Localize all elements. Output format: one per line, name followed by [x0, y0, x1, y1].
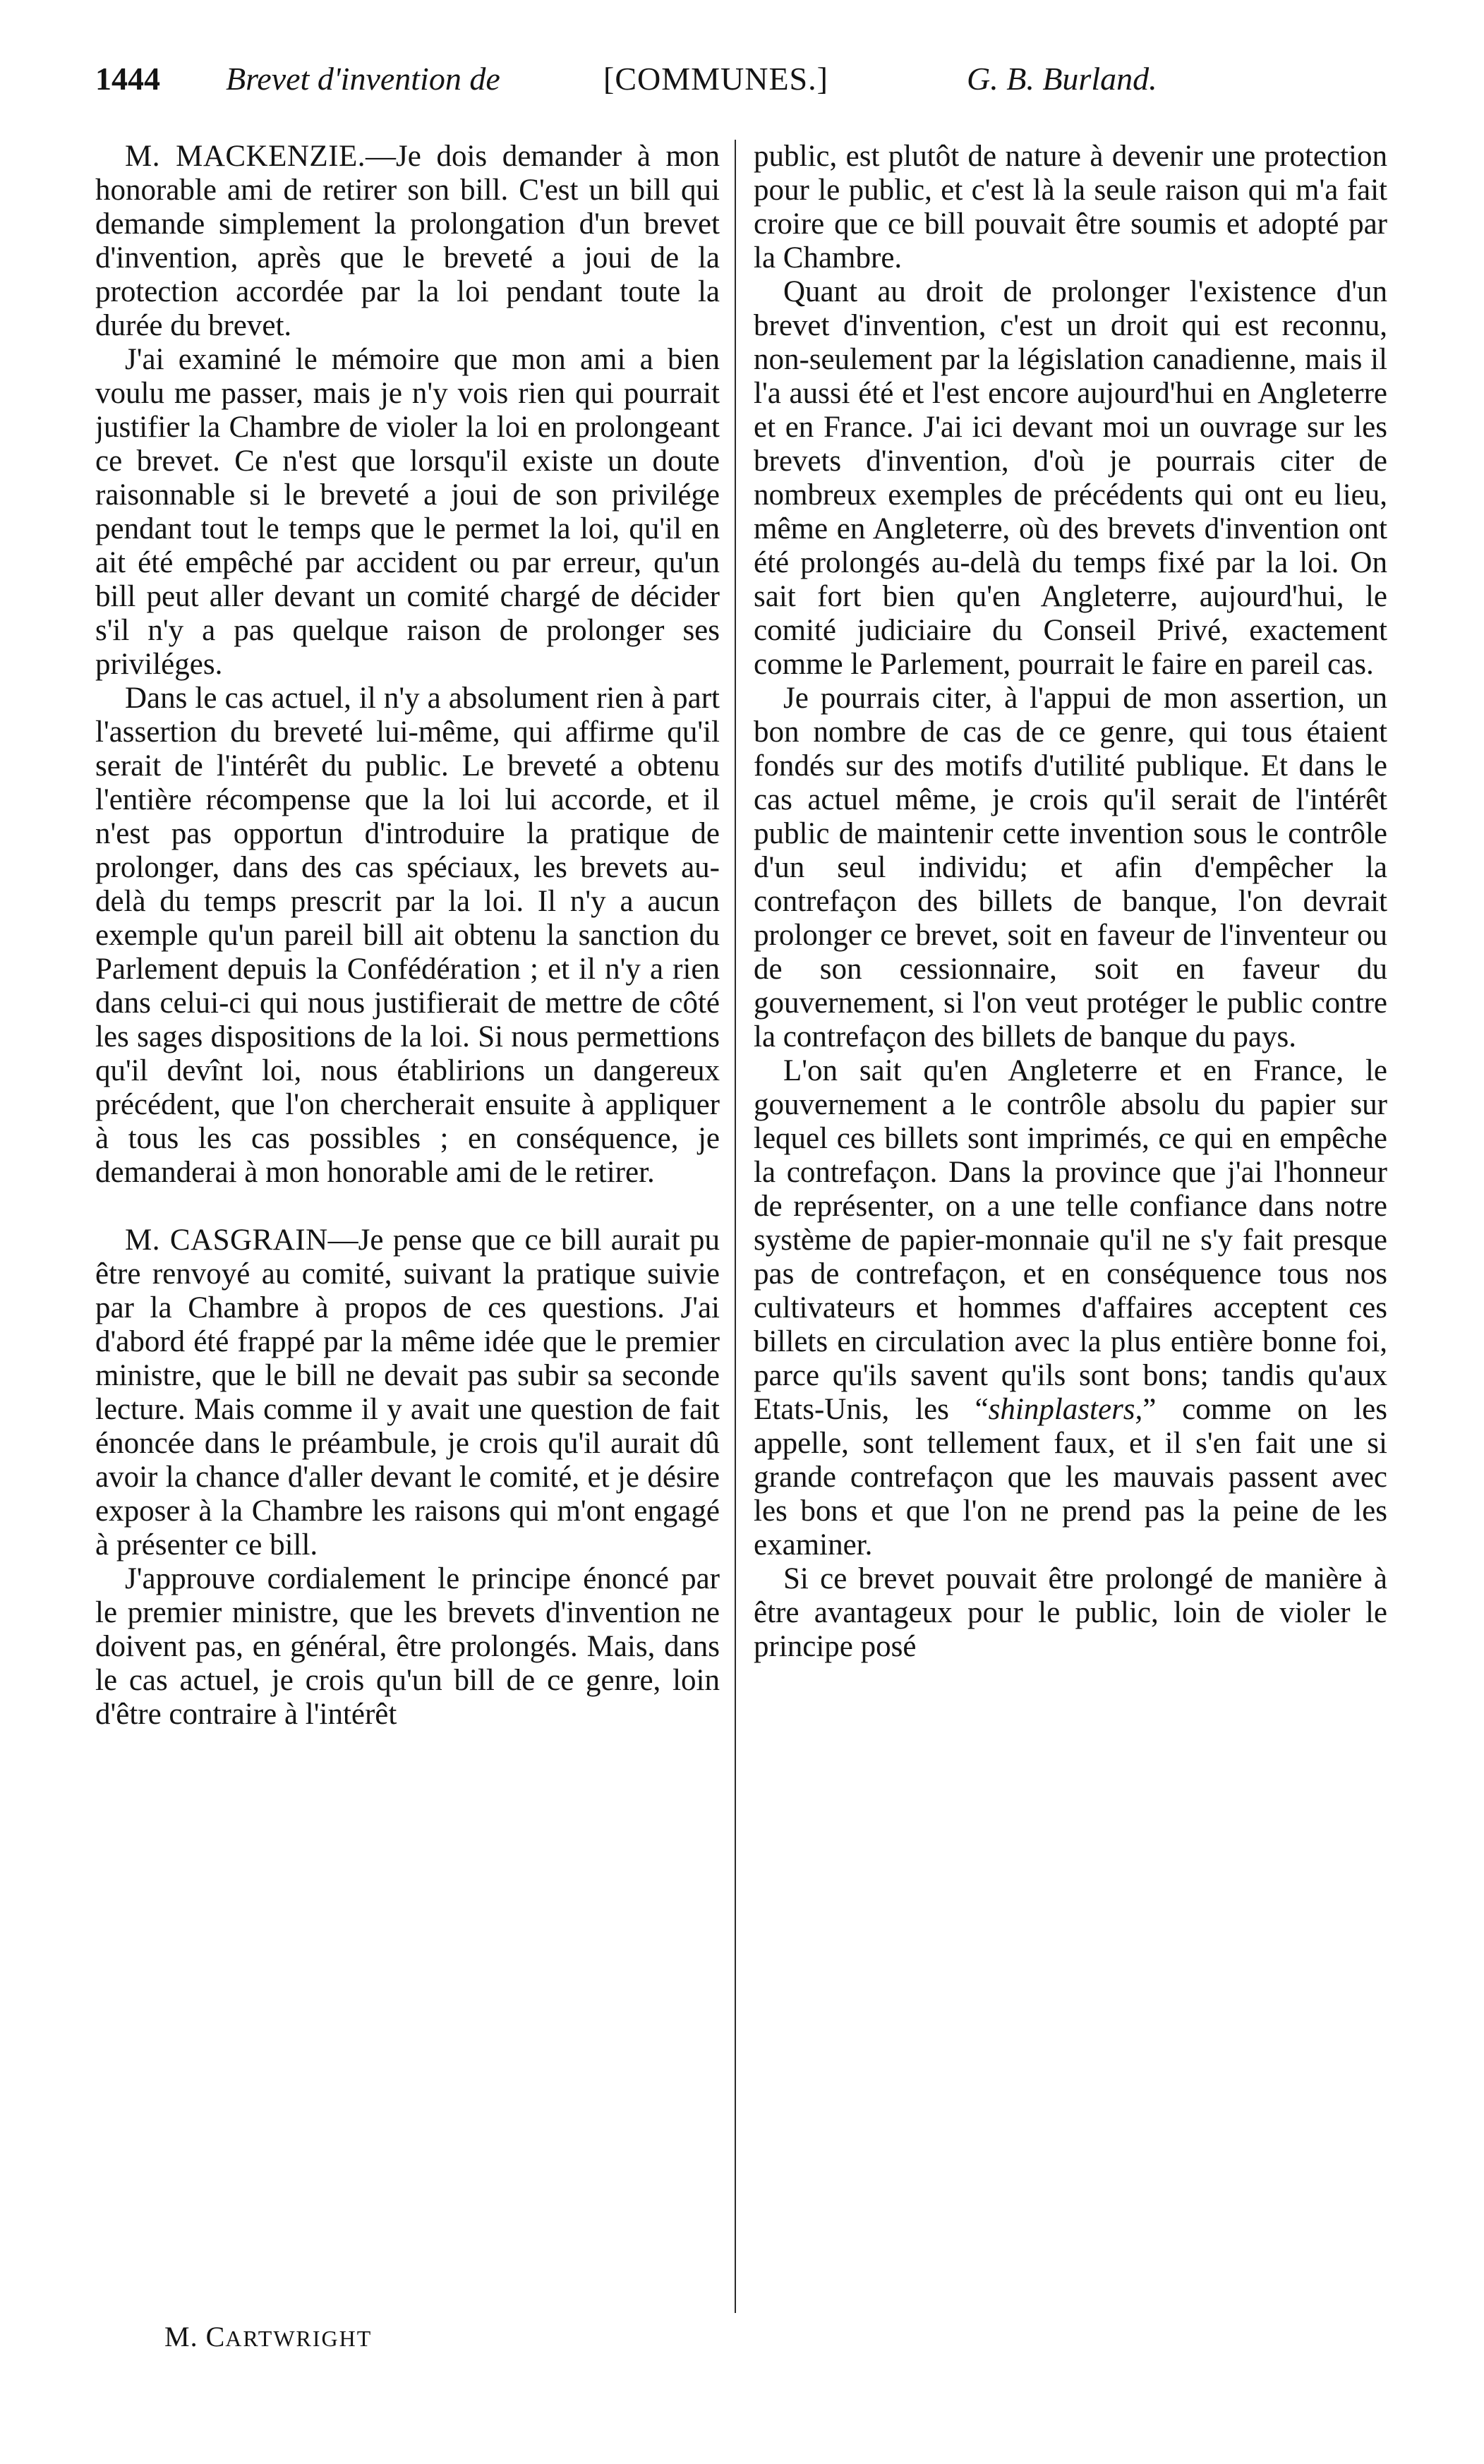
paragraph: J'approuve cordialement le principe énoncé par le premier ministre, que les brevets d'invention ne doivent pas, en général, être prolongés. Mais, dans le cas actuel, je crois qu'un bill de ce genre, loin d'être contraire à l'intérêt: [95, 1562, 720, 1731]
italic-term: shinplasters,: [988, 1393, 1143, 1426]
paragraph: public, est plutôt de nature à devenir une protection pour le public, et c'est là la seule raison qui m'a fait croire que ce bill pouvait être soumis et adopté par la Chambre.: [754, 140, 1387, 274]
paragraph: Je pourrais citer, à l'appui de mon assertion, un bon nombre de cas de ce genre, qui tous étaient fondés sur des motifs d'utilité publique. Et dans le cas actuel même, je crois qu'il serait de l'intérêt public de maintenir cette invention sous le contrôle d'un seul individu; et afin d'empêcher la contrefaçon des billets de banque, l'on devrait prolonger ce brevet, soit en faveur de l'inventeur ou de son cessionnaire, soit en faveur du gouvernement, si l'on veut protéger le public contre la contrefaçon des billets de banque du pays.: [754, 682, 1387, 1053]
header-author: G. B. Burland.: [967, 61, 1157, 97]
paragraph: [95, 1224, 720, 1562]
page-number: 1444: [95, 61, 160, 97]
header-section: [COMMUNES.]: [603, 61, 828, 97]
paragraph: [754, 1054, 1387, 1562]
paragraph: J'ai examiné le mémoire que mon ami a bien voulu me passer, mais je n'y vois rien qui pourrait justifier la Chambre de violer la loi en prolongeant ce brevet. Ce n'est que lorsqu'il existe un doute raisonnable si le breveté a joui de son privilége pendant tout le temps que le permet la loi, qu'il en ait été empêché par accident ou par erreur, qu'un bill peut aller devant un comité chargé de décider s'il n'y a pas quelque raison de prolonger ses priviléges.: [95, 343, 720, 681]
speaker-name: M. MACKENZIE.: [125, 140, 366, 173]
speaker-name: M. CASGRAIN: [125, 1224, 328, 1257]
paragraph-text: —Je dois demander à mon honorable ami de retirer son bill. C'est un bill qui demande simplement la prolongation d'un brevet d'invention, après que le breveté a joui de la protection accordée par la loi pendant toute la durée du brevet.: [95, 140, 720, 342]
header-title: Brevet d'invention de: [226, 61, 500, 97]
paragraph: Dans le cas actuel, il n'y a absolument rien à part l'assertion du breveté lui-même, qui affirme qu'il serait de l'intérêt du public. Le breveté a obtenu l'entière récompense que la loi lui accorde, et il n'est pas opportun d'introduire la pratique de prolonger, dans des cas spéciaux, les brevets au-delà du temps prescrit par la loi. Il n'y a aucun exemple qu'un pareil bill ait obtenu la sanction du Parlement depuis la Confédération ; et il n'y a rien dans celui-ci qui nous justifierait de mettre de côté les sages dispositions de la loi. Si nous permettions qu'il devînt loi, nous établirions un dangereux précédent, que l'on chercherait ensuite à appliquer à tous les cas possibles ; en conséquence, je demanderai à mon honorable ami de le retirer.: [95, 682, 720, 1189]
column-divider: [735, 140, 736, 2313]
paragraph-text: —Je pense que ce bill aurait pu être renvoyé au comité, suivant la pratique suivie par la Chambre à propos de ces questions. J'ai d'abord été frappé par la même idée que le premier ministre, que le bill ne devait pas subir sa seconde lecture. Mais comme il y avait une question de fait énoncée dans le préambule, je crois qu'il aurait dû avoir la chance d'aller devant le comité, et je désire exposer à la Chambre les raisons qui m'ont engagé à présenter ce bill.: [95, 1224, 720, 1562]
paragraph: Quant au droit de prolonger l'existence d'un brevet d'invention, c'est un droit qui est reconnu, non-seulement par la législation canadienne, mais il l'a aussi été et l'est encore aujourd'hui en Angleterre et en France. J'ai ici devant moi un ouvrage sur les brevets d'invention, d'où je pourrais citer de nombreux exemples de précédents qui ont eu lieu, même en Angleterre, où des brevets d'invention ont été prolongés au-delà du temps fixé par la loi. On sait fort bien qu'en Angleterre, aujourd'hui, le comité judiciaire du Conseil Privé, exactement comme le Parlement, pourrait le faire en pareil cas.: [754, 275, 1387, 681]
footer-initial: M. C: [164, 2321, 226, 2353]
right-column: [754, 140, 1387, 2313]
paragraph: Si ce brevet pouvait être prolongé de manière à être avantageux pour le public, loin de violer le principe posé: [754, 1562, 1387, 1663]
paragraph-text: ” comme on les appelle, sont tellement faux, et il s'en fait une si grande contrefaçon que les mauvais passent avec les bons et que l'on ne prend pas la peine de les examiner.: [754, 1393, 1387, 1562]
footer-speaker: [164, 2316, 372, 2360]
running-header: [95, 51, 1387, 107]
left-column: [95, 140, 720, 2313]
paragraph: [95, 140, 720, 343]
paragraph-text: L'on sait qu'en Angleterre et en France, le gouvernement a le contrôle absolu du papier sur lequel ces billets sont imprimés, ce qui en empêche la contrefaçon. Dans la province que j'ai l'honneur de représenter, on a une telle confiance dans notre système de papier-monnaie qu'il ne s'y fait presque pas de contrefaçon, et en conséquence tous nos cultivateurs et hommes d'affaires acceptent ces billets en circulation avec la plus entière bonne foi, parce qu'ils savent qu'ils sont bons; tandis qu'aux Etats-Unis, les “: [754, 1054, 1387, 1426]
footer-name: ARTWRIGHT: [225, 2326, 373, 2351]
